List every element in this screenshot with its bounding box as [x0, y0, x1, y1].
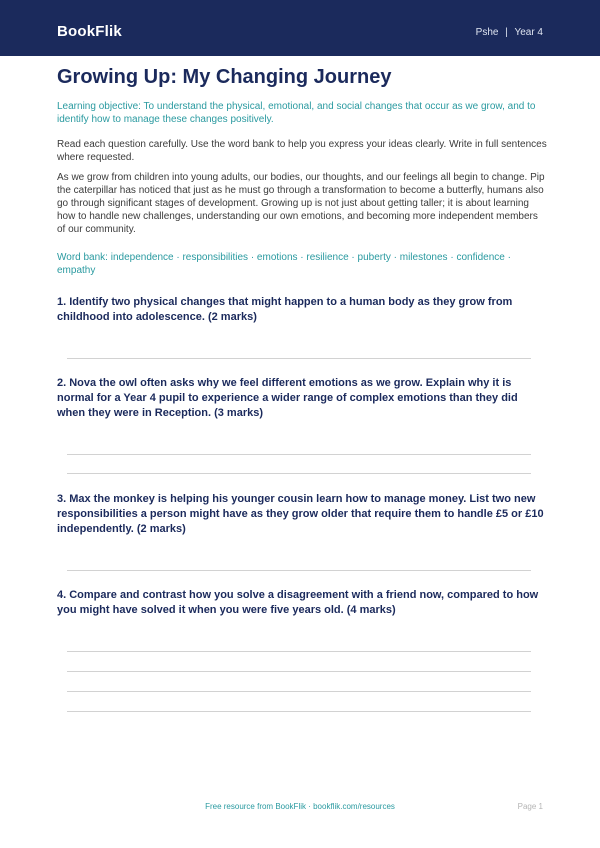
question-4: 4. Compare and contrast how you solve a disagreement with a friend now, compared to how you might have solved it when you were five years old. (4 marks) — [57, 589, 539, 616]
intro-paragraph: As we grow from children into young adults, our bodies, our thoughts, and our feelings all begin to change. Pip the caterpillar has noticed that just as he must go through a transformation to become a butterfly, humans also go through significant stages of development. Growing up is not just about getting taller; it is about learning how to handle new challenges, understanding our own emotions, and becoming more independent members of our community. — [57, 172, 545, 235]
answer-line[interactable] — [67, 473, 531, 474]
instructions-text: Read each question carefully. Use the word bank to help you express your ideas clearly. Write in full sentences where requested. — [57, 139, 547, 163]
answer-line[interactable] — [67, 671, 531, 672]
footer-credit: Free resource from BookFlik · bookflik.com/resources — [205, 802, 395, 811]
answer-line[interactable] — [67, 691, 531, 692]
header-bar — [0, 0, 600, 56]
brand-logo-text: BookFlik — [57, 23, 122, 40]
answer-line[interactable] — [67, 711, 531, 712]
subject-year-label — [476, 26, 543, 40]
word-bank: Word bank: independence · responsibilities · emotions · resilience · puberty · milestones · confidence · empathy — [57, 252, 511, 276]
question-1: 1. Identify two physical changes that might happen to a human body as they grow from childhood into adolescence. (2 marks) — [57, 296, 513, 323]
answer-line[interactable] — [67, 570, 531, 571]
meta-separator: | — [505, 27, 508, 38]
question-2: 2. Nova the owl often asks why we feel different emotions as we grow. Explain why it is normal for a Year 4 pupil to experience a wider range of complex emotions than they did when they were in Reception. (3 marks) — [57, 377, 518, 419]
learning-objective: Learning objective: To understand the physical, emotional, and social changes that occur as we grow, and to identify how to manage these changes positively. — [57, 101, 536, 125]
question-3: 3. Max the monkey is helping his younger cousin learn how to manage money. List two new responsibilities a person might have as they grow older that require them to handle £5 or £10 independently. (2 marks) — [57, 493, 544, 535]
answer-line[interactable] — [67, 651, 531, 652]
year-label: Year 4 — [514, 27, 543, 38]
answer-line[interactable] — [67, 358, 531, 359]
answer-line[interactable] — [67, 454, 531, 455]
page-number: Page 1 — [517, 802, 543, 811]
page-title: Growing Up: My Changing Journey — [57, 66, 392, 88]
subject-label: Pshe — [475, 27, 499, 38]
